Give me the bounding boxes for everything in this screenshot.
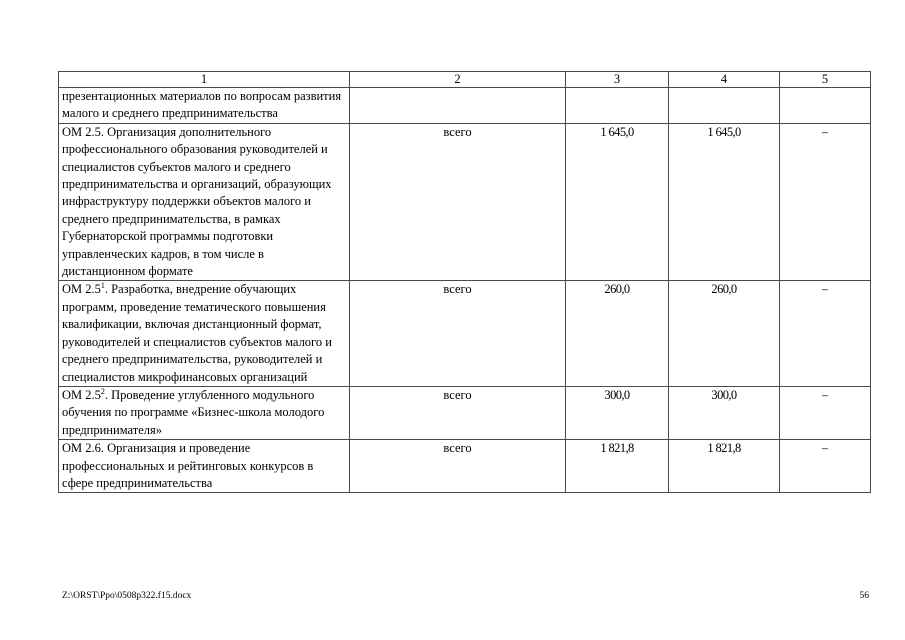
header-cell-5: 5 bbox=[780, 72, 871, 88]
amount-other: – bbox=[780, 440, 871, 493]
amount-other: – bbox=[780, 123, 871, 281]
table-row bbox=[59, 123, 871, 281]
header-cell-1: 1 bbox=[59, 72, 350, 88]
table-row bbox=[59, 386, 871, 439]
amount-total: 1 645,0 bbox=[566, 123, 669, 281]
funding-source: всего bbox=[350, 123, 566, 281]
amount-regional: 1 821,8 bbox=[669, 440, 780, 493]
table-row bbox=[59, 281, 871, 386]
funding-source: всего bbox=[350, 440, 566, 493]
page-number: 56 bbox=[859, 591, 869, 601]
measure-description: презентационных материалов по вопросам развития малого и среднего предпринимательства bbox=[59, 88, 350, 124]
header-cell-3: 3 bbox=[566, 72, 669, 88]
amount-other: – bbox=[780, 386, 871, 439]
footer-file-path: Z:\ORST\Ppo\0508p322.f15.docx bbox=[62, 591, 192, 601]
header-cell-4: 4 bbox=[669, 72, 780, 88]
funding-source bbox=[350, 88, 566, 124]
amount-other bbox=[780, 88, 871, 124]
amount-regional: 260,0 bbox=[669, 281, 780, 386]
measure-description: ОМ $2.5^1$. Разработка, внедрение обучающих программ, проведение тематического повышения квалификации, включая дистанционный формат, руководителей и специалистов субъектов малого и среднего предпринимательства, руководителей и специалистов микрофинансовых организаций bbox=[59, 281, 350, 386]
amount-total: 260,0 bbox=[566, 281, 669, 386]
table-row bbox=[59, 88, 871, 124]
header-cell-2: 2 bbox=[350, 72, 566, 88]
amount-total bbox=[566, 88, 669, 124]
funding-source: всего bbox=[350, 386, 566, 439]
amount-regional bbox=[669, 88, 780, 124]
funding-source: всего bbox=[350, 281, 566, 386]
measure-description: ОМ 2.5. Организация дополнительного профессионального образования руководителей и специалистов субъектов малого и среднего предпринимательства и организаций, образующих инфраструктуру поддержки объектов малого и среднего предпринимательства, в рамках Губернаторской программы подготовки управленческих кадров, в том числе в дистанционном формате bbox=[59, 123, 350, 281]
amount-total: 1 821,8 bbox=[566, 440, 669, 493]
table-row bbox=[59, 440, 871, 493]
amount-other: – bbox=[780, 281, 871, 386]
program-table bbox=[58, 71, 871, 493]
amount-regional: 300,0 bbox=[669, 386, 780, 439]
amount-total: 300,0 bbox=[566, 386, 669, 439]
measure-description: ОМ 2.6. Организация и проведение профессиональных и рейтинговых конкурсов в сфере предпринимательства bbox=[59, 440, 350, 493]
measure-description: ОМ $2.5^2$. Проведение углубленного модульного обучения по программе «Бизнес-школа молодого предпринимателя» bbox=[59, 386, 350, 439]
table-header-row bbox=[59, 72, 871, 88]
amount-regional: 1 645,0 bbox=[669, 123, 780, 281]
